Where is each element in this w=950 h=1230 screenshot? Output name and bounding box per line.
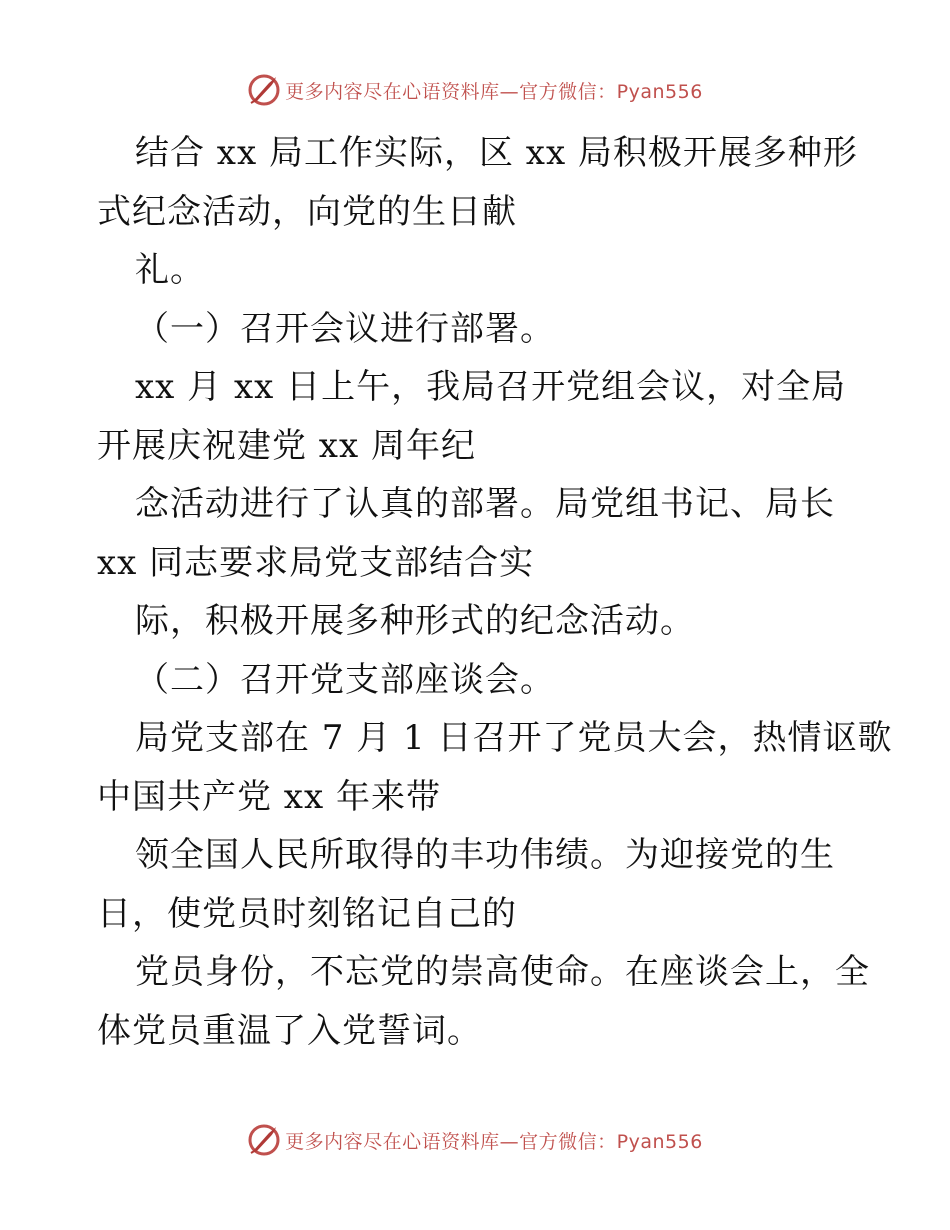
watermark-text: 更多内容尽在心语资料库—官方微信：Pyan556 bbox=[285, 1130, 703, 1153]
text-line: xx 同志要求局党支部结合实 bbox=[97, 542, 535, 583]
quill-pen-logo-icon bbox=[247, 73, 281, 107]
text-line: 中国共产党 xx 年来带 bbox=[97, 776, 441, 817]
text-line: 念活动进行了认真的部署。局党组书记、局长 bbox=[135, 484, 835, 524]
text-line: 日，使党员时刻铭记自己的 bbox=[97, 893, 517, 934]
watermark-header bbox=[0, 70, 950, 110]
text-line: （一）召开会议进行部署。 bbox=[135, 308, 555, 349]
watermark-footer bbox=[0, 1120, 950, 1160]
text-line: 党员身份，不忘党的崇高使命。在座谈会上，全 bbox=[135, 952, 870, 992]
quill-pen-logo-icon bbox=[247, 1123, 281, 1157]
text-line: 际，积极开展多种形式的纪念活动。 bbox=[135, 601, 695, 641]
document-body bbox=[97, 124, 893, 1060]
text-line: xx 月 xx 日上午，我局召开党组会议，对全局 bbox=[135, 367, 847, 407]
text-line: 局党支部在 7 月 1 日召开了党员大会，热情讴歌 bbox=[135, 718, 893, 758]
text-line: 式纪念活动，向党的生日献 bbox=[97, 191, 517, 232]
text-line: （二）召开党支部座谈会。 bbox=[135, 659, 555, 700]
text-line: 礼。 bbox=[135, 250, 205, 290]
watermark-text: 更多内容尽在心语资料库—官方微信：Pyan556 bbox=[285, 80, 703, 103]
text-line: 体党员重温了入党誓词。 bbox=[97, 1010, 482, 1051]
text-line: 领全国人民所取得的丰功伟绩。为迎接党的生 bbox=[135, 835, 835, 875]
text-line: 开展庆祝建党 xx 周年纪 bbox=[97, 425, 476, 466]
text-line: 结合 xx 局工作实际，区 xx 局积极开展多种形 bbox=[135, 133, 858, 173]
